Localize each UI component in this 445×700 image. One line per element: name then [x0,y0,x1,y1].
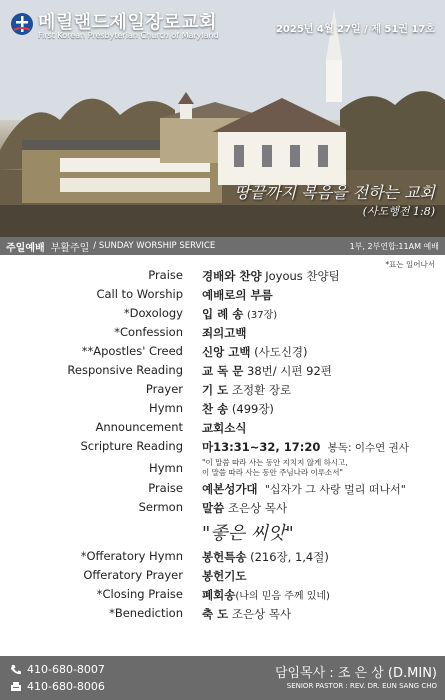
order-label: *Doxology [123,306,183,320]
order-value: 봉헌특송 (216장, 1,4절) [202,550,329,564]
hero-banner [0,0,445,237]
sermon-title: "좋은 씨앗" [202,523,294,544]
order-row [0,382,445,400]
order-value: 봉헌기도 [202,569,247,583]
service-subtitle: 부활주일 [50,242,90,254]
order-row [0,287,445,305]
issue-date: 2025년 4월 27일 / 제 51권 17호 [275,24,435,35]
senior-pastor: 담임목사 : 조 은 상 (D.MIN) [274,666,437,681]
order-label: *Confession [114,325,183,339]
order-label: Scripture Reading [80,439,183,453]
order-label: Hymn [149,461,183,475]
motto-reference: (사도행전 1:8) [362,205,435,218]
service-title-english: / SUNDAY WORSHIP SERVICE [93,241,216,251]
fax-icon [10,681,22,693]
order-row [0,344,445,362]
order-row [0,268,445,286]
order-value: 예배로의 부름 [202,288,273,302]
order-label: Sermon [138,500,183,514]
order-label: *Closing Praise [96,587,183,601]
order-row [0,568,445,586]
senior-pastor-english: SENIOR PASTOR : REV. DR. EUN SANG CHO [286,682,437,690]
order-label: Praise [148,481,183,495]
order-row [0,325,445,343]
order-value: 기 도 조정환 장로 [202,383,292,397]
order-row [0,306,445,324]
order-value: 찬 송 (499장) [202,402,274,416]
order-label: Prayer [145,382,183,396]
order-label: Praise [148,268,183,282]
order-value: 입 례 송 (37장) [202,307,278,321]
footer-bar [0,656,445,700]
order-row [0,606,445,624]
order-label: *Offeratory Hymn [80,549,183,563]
order-row [0,549,445,567]
phone-line-1 [10,663,105,676]
order-row [0,420,445,438]
order-label: Offeratory Prayer [83,568,183,582]
order-value: 경배와 찬양 Joyous 찬양팀 [202,269,340,283]
order-label: Responsive Reading [67,363,183,377]
order-value: 교회소식 [202,421,247,435]
order-value: 신앙 고백 (사도신경) [202,345,308,359]
order-row [0,363,445,381]
service-time: 1부, 2부연합:11AM 예배 [349,241,439,251]
order-label: **Apostles' Creed [81,344,183,358]
order-value: 예본성가대 "십자가 그 사랑 멀리 떠나서" [202,482,406,496]
order-label: Call to Worship [96,287,183,301]
church-name-english: First Korean Presbyterian Church of Maryland [38,31,219,40]
standing-note: *표는 일어나서 [385,260,435,269]
order-value: 마13:31~32, 17:20 봉독: 이수연 권사 [202,440,409,454]
order-row [0,500,445,518]
order-value: 폐회송(나의 믿음 주께 있네) [202,588,330,602]
order-label: Hymn [149,401,183,415]
phone-line-2 [10,680,105,693]
church-name: 메릴랜드제일장로교회 [38,12,217,33]
order-row [0,587,445,605]
service-title: 주일예배 [6,242,45,254]
church-logo-icon [10,12,34,36]
phone-icon [10,664,22,676]
order-row [0,439,445,457]
order-label: Announcement [95,420,183,434]
order-row [0,481,445,499]
order-value: 축 도 조은상 목사 [202,607,292,621]
order-value: 말씀 조은상 목사 [202,501,288,515]
order-row [0,458,445,480]
order-row [0,401,445,419]
church-motto: 땅끝까지 복음을 전하는 교회 [234,183,435,202]
order-value: 죄의고백 [202,326,247,340]
order-value: "이 말씀 따라 사는 동안 지치지 않게 하시고, 이 말씀 따라 사는 동안 주님나라 이루소서" [202,458,348,477]
order-value: 교 독 문 38번/ 시편 92편 [202,364,332,378]
phone-number[interactable]: 410-680-8007 [27,663,105,676]
order-label: *Benediction [109,606,183,620]
fax-number[interactable]: 410-680-8006 [27,680,105,693]
service-header-bar [0,237,445,255]
